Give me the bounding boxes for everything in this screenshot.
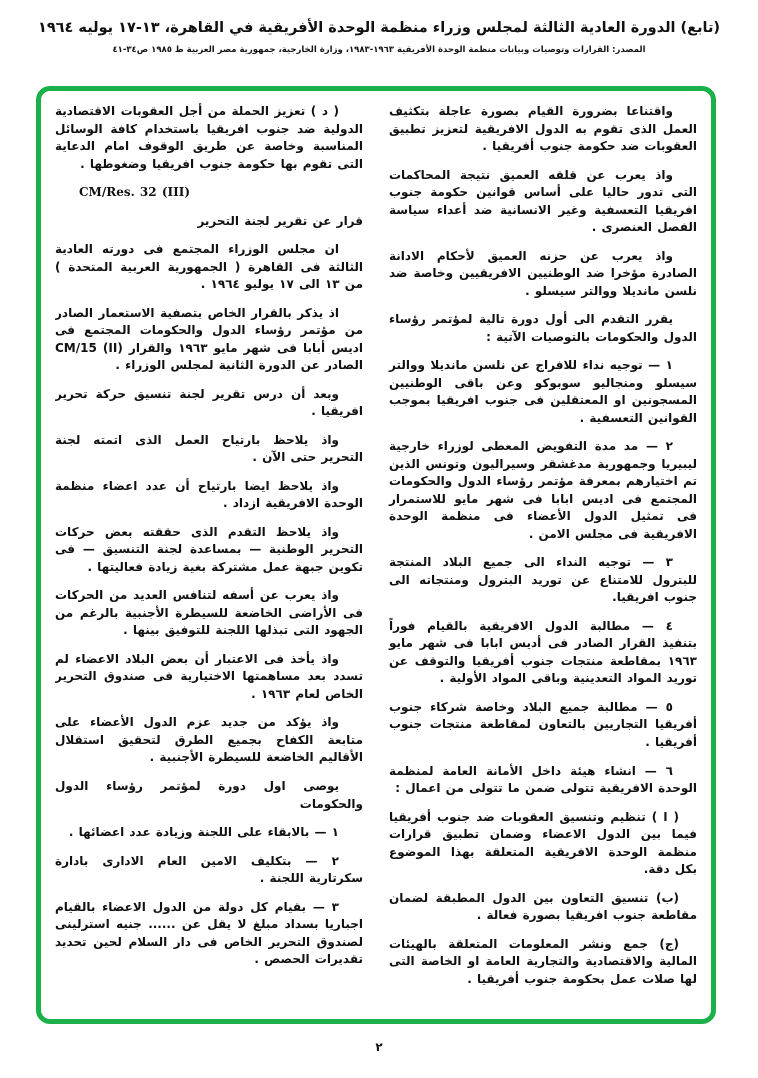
list-item: ٥ — مطالبة جميع البلاد وخاصة شركاء جنوب أفريقيا التجاريين بالتعاون لمقاطعة منتجات جنوب أفريقيا .: [389, 699, 697, 749]
paragraph: واذ يأخذ فى الاعتبار أن بعض البلاد الاعضاء لم تسدد بعد مساهمتها الاختيارية فى صندوق التحرير الخاص لعام ١٩٦٣ .: [55, 651, 363, 701]
paragraph: واذ يعرب عن أسفه لتنافس العديد من الحركات فى الأراضى الخاضعة للسيطرة الأجنبية بالرغم من الجهود التى تبذلها اللجنة للتوفيق بينها .: [55, 588, 363, 638]
right-column: [389, 103, 697, 1011]
green-border-frame: [36, 86, 716, 1024]
two-column-body: [55, 103, 697, 1011]
sub-item-c: (ج) جمع ونشر المعلومات المتعلقة بالهيئات المالية والاقتصادية والتجارية العامة او الخاصة التى لها صلات عمل بحكومة جنوب أفريقيا .: [389, 936, 697, 986]
list-item: ٢ — بتكليف الامين العام الادارى بادارة سكرتارية اللجنة .: [55, 853, 363, 886]
paragraph: واذ يعرب عن قلقه العميق نتيجة المحاكمات التى تدور حاليا على أساس قوانين حكومة جنوب افريقيا التعسفية وغير الانسانية ضد أعداء سياسة الفصل العنصرى .: [389, 167, 697, 235]
paragraph: اذ يذكر بالقرار الخاص بتصفية الاستعمار الصادر من مؤتمر رؤساء الدول والحكومات المجتمع فى اديس أبابا فى شهر مايو ١٩٦٣ والقرار CM/15 (II) الصادر عن الدورة الثانية لمجلس الوزراء .: [55, 305, 364, 373]
page-number: ٢: [375, 1040, 383, 1054]
list-item: ١ — بالابقاء على اللجنة وزيادة عدد اعضائها .: [68, 825, 339, 840]
paragraph: واذ يلاحظ بارتياح العمل الذى اتمته لجنة التحرير حتى الآن .: [55, 432, 363, 465]
list-item: ١ — توجيه نداء للافراج عن نلسن مانديلا ووالتر سيسلو ومنجاليو سوبوكو وعن باقى الوطنيين المسجونين او المعتقلين فى جنوب افريقيا بموجب القوانين التعسفية .: [389, 358, 697, 425]
sub-item-a: ( ا ) تنظيم وتنسيق العقوبات ضد جنوب أفريقيا فيما بين الدول الاعضاء وضمان تطبيق قرارات منظمة الوحدة الافريقية المتعلقة بهذا الموضوع بكل دقة.: [389, 809, 697, 877]
paragraph: يقرر التقدم الى أول دورة تالية لمؤتمر رؤساء الدول والحكومات بالتوصيات الآتية :: [389, 312, 697, 344]
paragraph: واذ يعرب عن حزنه العميق لأحكام الادانة الصادرة مؤخرا ضد الوطنيين الافريقيين وخاصة ضد نلسن مانديلا ووالتر سيسلو .: [389, 248, 697, 298]
paragraph: واذ يلاحظ ايضا بارتياح أن عدد اعضاء منظمة الوحدة الافريقية ازداد .: [55, 478, 363, 511]
source-line: المصدر: القرارات وتوصيات وبيانات منظمة الوحدة الأفريقية ١٩٦٣-١٩٨٣، وزارة الخارجية، جمهورية مصر العربية ط ١٩٨٥ ص٣٤-٤١: [112, 45, 646, 56]
paragraph: واذ يلاحظ التقدم الذى حققته بعض حركات التحرير الوطنية — بمساعدة لجنة التنسيق — فى تكوين جبهة عمل مشتركة بغية زيادة فعاليتها .: [55, 524, 363, 574]
sub-item-d: ( د ) تعزيز الحملة من أجل العقوبات الاقتصادية الدولية ضد جنوب افريقيا باستخدام كافة الوسائل المناسبة وخاصة عن طريق الوقوف امام الدعاية التى تقوم بها حكومة جنوب افريقيا وضغوطها .: [55, 104, 363, 171]
paragraph: واذ يؤكد من جديد عزم الدول الأعضاء على متابعة الكفاح بجميع الطرق لتحقيق استقلال الأقاليم الخاضعة للسيطرة الأجنبية .: [55, 715, 363, 765]
list-item: ٦ — انشاء هيئة داخل الأمانة العامة لمنظمة الوحدة الافريقية تتولى ضمن ما تتولى من اعمال :: [389, 763, 697, 796]
list-item: ٣ — بقيام كل دولة من الدول الاعضاء بالقيام اجباريا بسداد مبلغ لا يقل عن ...... جنيه استرلينى لصندوق التحرير الخاص فى دار السلام لحين تحديد تقديرات الحصص .: [55, 899, 363, 967]
paragraph: يوصى اول دورة لمؤتمر رؤساء الدول والحكومات: [55, 778, 363, 811]
paragraph: وبعد أن درس تقرير لجنة تنسيق حركة تحرير افريقيا .: [55, 386, 363, 419]
page-header: [0, 18, 758, 55]
resolution-reference: CM/Res. 32 (III): [79, 185, 191, 200]
list-item: ٤ — مطالبة الدول الافريقية بالقيام فوراً بتنفيذ القرار الصادر فى أديس ابابا فى شهر مايو ١٩٦٣ بمقاطعة منتجات جنوب أفريقيا والتوقف عن توريد المواد التعدينية وباقى المواد الأولية .: [389, 618, 697, 686]
paragraph: ان مجلس الوزراء المجتمع فى دورته العادية الثالثة فى القاهرة ( الجمهورية العربية المتحدة ) من ١٣ الى ١٧ يوليو ١٩٦٤ .: [55, 242, 363, 292]
document-title: (تابع) الدورة العادية الثالثة لمجلس وزراء منظمة الوحدة الأفريقية في القاهرة، ١٣-١٧ يوليه ١٩٦٤: [37, 20, 721, 36]
resolution-title: قرار عن تقرير لجنة التحرير: [197, 213, 363, 228]
list-item: ٢ — مد مدة التفويض المعطى لوزراء خارجية ليبيريا وجمهورية مدغشقر وسيراليون وتونس الذين تم اختيارهم بمعرفة مؤتمر رؤساء الدول والحكومات المجتمع فى اديس ابابا فى شهر مايو للاستمرار فى تمثيل الدول الأعضاء فى منظمة الوحدة الافريقية فى مجلس الامن .: [389, 439, 697, 541]
sub-item-b: (ب) تنسيق التعاون بين الدول المطبقة لضمان مقاطعة جنوب افريقيا بصورة فعالة .: [389, 890, 697, 923]
paragraph: واقتناعا بضرورة القيام بصورة عاجلة بتكثيف العمل الذى تقوم به الدول الافريقية لتعزيز تطبيق العقوبات ضد حكومة جنوب أفريقيا .: [389, 104, 697, 154]
left-column: [55, 103, 363, 1011]
list-item: ٣ — توجيه النداء الى جميع البلاد المنتجة للبترول للامتناع عن توريد البترول ومنتجاته الى جنوب افريقيا.: [389, 555, 697, 605]
